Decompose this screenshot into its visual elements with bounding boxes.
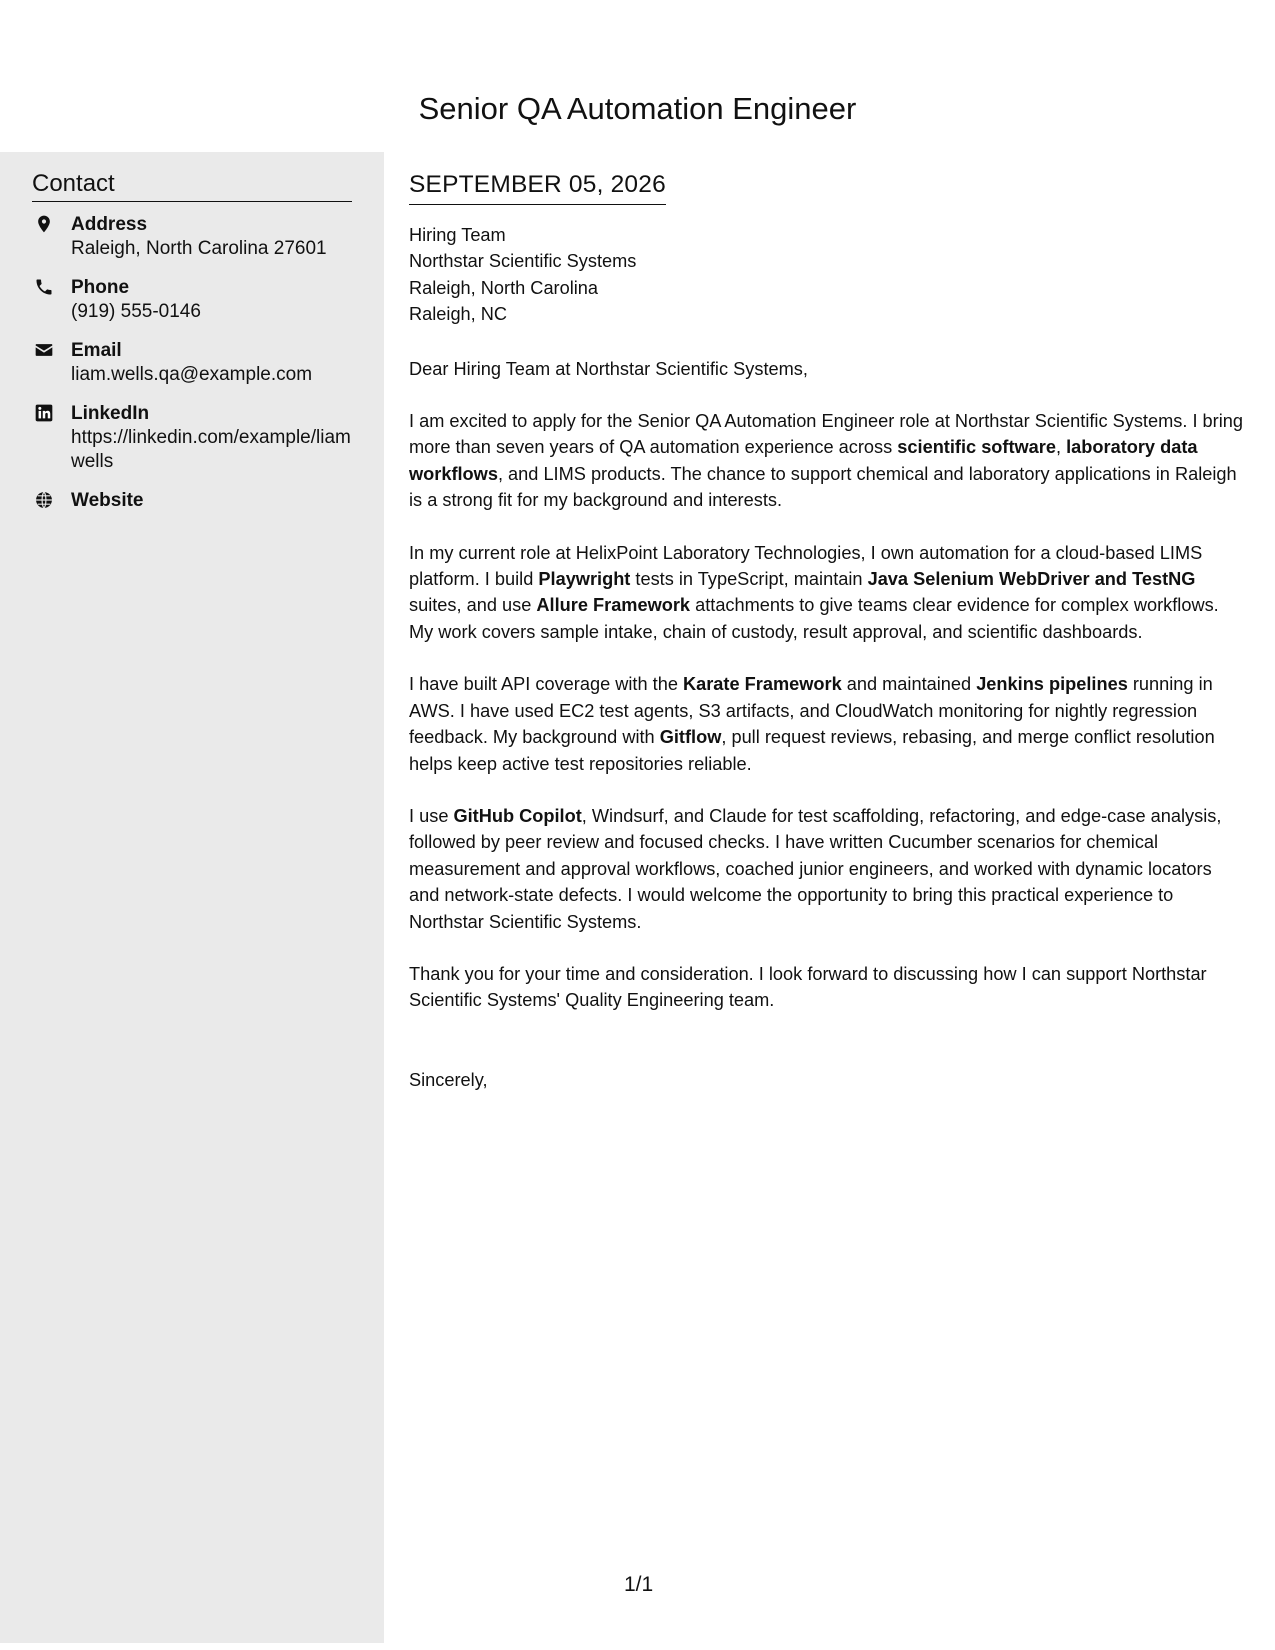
- contact-label: Address: [71, 214, 148, 235]
- emphasized-text: Jenkins pipelines: [976, 674, 1128, 695]
- contact-value: Raleigh, North Carolina 27601: [71, 238, 327, 259]
- page-number: 1/1: [624, 1573, 654, 1596]
- body-paragraph: [409, 671, 1247, 777]
- emphasized-text: Playwright: [538, 569, 631, 590]
- contact-heading: Contact: [32, 168, 352, 202]
- body-paragraph: [409, 961, 1247, 1014]
- paragraph-text: In my current role at HelixPoint Laboratory Technologies, I own automation for a cloud-based LIMS platform. I build: [409, 542, 1203, 590]
- body-paragraph: [409, 803, 1247, 935]
- salutation: Dear Hiring Team at Northstar Scientific Systems,: [409, 358, 808, 379]
- paragraph-text: I am excited to apply for the Senior QA Automation Engineer role at Northstar Scientific Systems. I bring more than seven years of QA automation experience across: [409, 411, 1243, 458]
- contact-item-email: [32, 338, 352, 387]
- recipient-line: Raleigh, North Carolina: [409, 277, 599, 298]
- contact-label: Website: [71, 490, 144, 511]
- emphasized-text: laboratory data workflows: [409, 437, 1198, 484]
- paragraph-text: attachments to give teams clear evidence for complex workflows. My work covers sample intake, chain of custody, result approval, and scientific dashboards.: [409, 595, 1219, 642]
- paragraph-text: , and LIMS products. The chance to support chemical and laboratory applications in Raleigh is a strong fit for my background and interests.: [409, 463, 1237, 511]
- body-paragraphs: [409, 408, 1247, 1014]
- letter-body: [409, 152, 1247, 1093]
- emphasized-text: GitHub Copilot: [453, 805, 582, 826]
- globe-icon: [34, 490, 54, 510]
- contact-value: (919) 555-0146: [71, 301, 201, 322]
- paragraph-text: tests in TypeScript, maintain: [630, 569, 868, 590]
- paragraph-text: and maintained: [841, 674, 977, 695]
- paragraph-text: , Windsurf, and Claude for test scaffolding, refactoring, and edge-case analysis, followed by peer review and focused checks. I have written Cucumber scenarios for chemical measurement and approval workflows, coached junior engineers, and worked with dynamic locators and network-state defects. I would welcome the opportunity to bring this practical experience to Northstar Scientific Systems.: [409, 805, 1222, 932]
- paragraph-text: I use: [409, 805, 454, 826]
- contact-list: [32, 212, 352, 527]
- letter-date: SEPTEMBER 05, 2026: [409, 169, 666, 205]
- recipient-block: [409, 222, 1247, 328]
- contact-item-phone: [32, 275, 352, 324]
- contact-sidebar: [0, 152, 384, 1643]
- paragraph-text: , pull request reviews, rebasing, and merge conflict resolution helps keep active test repositories reliable.: [409, 727, 1215, 774]
- closing: Sincerely,: [409, 1069, 488, 1090]
- emphasized-text: Karate Framework: [682, 674, 842, 695]
- phone-icon: [34, 277, 54, 297]
- paragraph-text: running in AWS. I have used EC2 test agents, S3 artifacts, and CloudWatch monitoring for nightly regression feedback. My background with: [409, 674, 1213, 748]
- contact-item-linkedin: [32, 401, 352, 474]
- paragraph-text: I have built API coverage with the: [409, 674, 683, 695]
- page-title: Senior QA Automation Engineer: [418, 90, 857, 126]
- emphasized-text: Allure Framework: [536, 595, 691, 616]
- contact-item-address: [32, 212, 352, 261]
- recipient-line: Hiring Team: [409, 225, 506, 245]
- body-paragraph: [409, 408, 1247, 514]
- body-paragraph: [409, 540, 1247, 646]
- emphasized-text: Java Selenium WebDriver and TestNG: [867, 569, 1196, 590]
- linkedin-link[interactable]: https://linkedin.com/example/liamwells: [71, 427, 351, 472]
- envelope-icon: [34, 340, 54, 360]
- paragraph-text: suites, and use: [409, 595, 537, 616]
- emphasized-text: scientific software: [897, 437, 1056, 458]
- paragraph-text: Thank you for your time and consideration. I look forward to discussing how I can support Northstar Scientific Systems' Quality Engineering team.: [409, 963, 1207, 1011]
- paragraph-text: ,: [1056, 437, 1067, 458]
- recipient-line: Northstar Scientific Systems: [409, 251, 637, 272]
- map-pin-icon: [34, 214, 54, 234]
- emphasized-text: Gitflow: [659, 727, 722, 748]
- contact-label: Email: [71, 340, 122, 361]
- contact-label: Phone: [71, 277, 130, 298]
- contact-value: liam.wells.qa@example.com: [71, 364, 313, 385]
- contact-item-website: [32, 488, 352, 513]
- linkedin-icon: [34, 403, 54, 423]
- contact-label: LinkedIn: [71, 403, 150, 424]
- recipient-line: Raleigh, NC: [409, 304, 508, 325]
